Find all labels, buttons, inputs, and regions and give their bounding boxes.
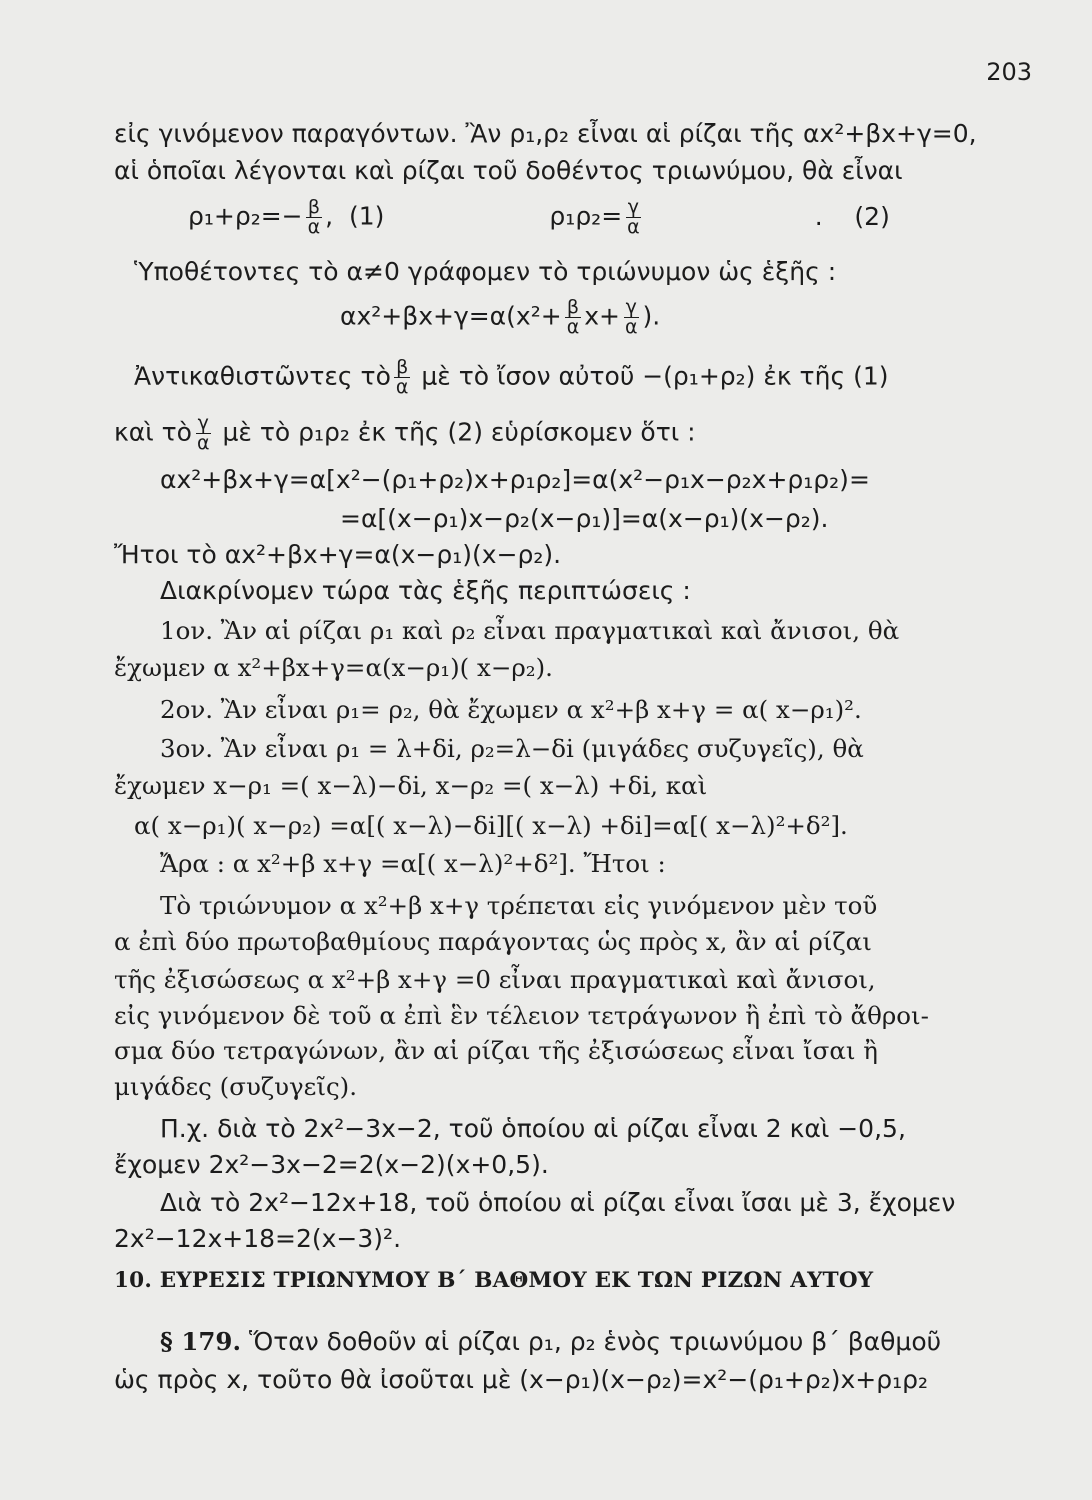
eq2-part-a: αx²+βx+γ=α(x²+ (340, 301, 562, 331)
line4-part-b: μὲ τὸ ἴσον αὐτοῦ −(ρ₁+ρ₂) ἐκ τῆς (1) (421, 361, 889, 391)
eq1-label-2: . (2) (814, 201, 890, 231)
equation-1 (188, 198, 890, 237)
case-2-line: 2ον. Ἂν εἶναι ρ₁= ρ₂, θὰ ἔχωμεν α x²+β x+γ = α( x−ρ₁)². (160, 695, 862, 724)
paragraph-179-label: § 179. (160, 1327, 242, 1356)
equation-4: =α[(x−ρ₁)x−ρ₂(x−ρ₁)]=α(x−ρ₁)(x−ρ₂). (340, 504, 829, 533)
line5-part-a: καὶ τὸ (114, 417, 192, 447)
summary-line-3: τῆς ἐξισώσεως α x²+β x+γ =0 εἶναι πραγματικαὶ καὶ ἄνισοι, (114, 965, 876, 994)
example-1-line-b: ἔχομεν 2x²−3x−2=2(x−2)(x+0,5). (114, 1150, 549, 1179)
line4-part-a: Ἀντικαθιστῶντες τὸ (134, 361, 391, 391)
eq1-lhs: ρ₁+ρ₂=− (188, 201, 303, 231)
fraction-denominator: α (627, 216, 640, 238)
eq2-part-b: x+ (584, 301, 620, 331)
fraction-numerator: γ (625, 296, 637, 318)
eq1-rhs: ρ₁ρ₂= (549, 201, 623, 231)
fraction-numerator: β (566, 296, 580, 318)
summary-line-5: σμα δύο τετραγώνων, ἂν αἱ ρίζαι τῆς ἐξισώσεως εἶναι ἴσαι ἢ (114, 1036, 878, 1065)
line4-fraction-beta-alpha (394, 358, 411, 397)
eq1-fraction-gamma-alpha (625, 198, 642, 237)
text-line-3: Ὑποθέτοντες τὸ α≠0 γράφομεν τὸ τριώνυμον ὡς ἑξῆς : (134, 257, 837, 286)
fraction-denominator: α (307, 216, 321, 238)
paragraph-179-line-b: ὡς πρὸς x, τοῦτο θὰ ἰσοῦται μὲ (x−ρ₁)(x−ρ₂)=x²−(ρ₁+ρ₂)x+ρ₁ρ₂ (114, 1365, 929, 1394)
page-number: 203 (986, 58, 1032, 86)
case-1-line-a: 1ον. Ἂν αἱ ρίζαι ρ₁ καὶ ρ₂ εἶναι πραγματικαὶ καὶ ἄνισοι, θὰ (160, 616, 900, 645)
fraction-numerator: β (307, 196, 320, 218)
fraction-numerator: β (396, 356, 409, 378)
example-2-line-b: 2x²−12x+18=2(x−3)². (114, 1224, 402, 1253)
fraction-denominator: α (196, 432, 210, 454)
example-1-line-a: Π.χ. διὰ τὸ 2x²−3x−2, τοῦ ὁποίου αἱ ρίζαι εἶναι 2 καὶ −0,5, (160, 1114, 906, 1143)
eq2-fraction-beta-alpha (565, 298, 582, 337)
text-line-6: Ἤτοι τὸ αx²+βx+γ=α(x−ρ₁)(x−ρ₂). (114, 540, 562, 569)
eq1-label-1: , (1) (325, 201, 385, 231)
summary-line-6: μιγάδες (συζυγεῖς). (114, 1072, 358, 1101)
line5-part-b: μὲ τὸ ρ₁ρ₂ ἐκ τῆς (2) εὑρίσκομεν ὅτι : (222, 417, 696, 447)
fraction-numerator: γ (627, 196, 640, 218)
line5-fraction-gamma-alpha (195, 414, 212, 453)
equation-3: αx²+βx+γ=α[x²−(ρ₁+ρ₂)x+ρ₁ρ₂]=α(x²−ρ₁x−ρ₂x+ρ₁ρ₂)= (160, 465, 870, 494)
summary-line-2: α ἐπὶ δύο πρωτοβαθμίους παράγοντας ὡς πρὸς x, ἂν αἱ ρίζαι (114, 927, 872, 956)
summary-line-4: εἰς γινόμενον δὲ τοῦ α ἐπὶ ἓν τέλειον τετράγωνον ἢ ἐπὶ τὸ ἄθροι- (114, 1001, 929, 1030)
section-heading: 10. ΕΥΡΕΣΙΣ ΤΡΙΩΝΥΜΟΥ Β΄ ΒΑΘΜΟΥ ΕΚ ΤΩΝ ΡΙΖΩΝ ΑΥΤΟΥ (114, 1268, 874, 1293)
equation-2 (340, 298, 660, 337)
fraction-denominator: α (624, 316, 638, 338)
case-1-line-b: ἔχωμεν α x²+βx+γ=α(x−ρ₁)( x−ρ₂). (114, 653, 553, 682)
eq1-fraction-beta-alpha (306, 198, 323, 237)
case-3-line-a: 3ον. Ἂν εἶναι ρ₁ = λ+δi, ρ₂=λ−δi (μιγάδες συζυγεῖς), θὰ (160, 734, 864, 763)
case-3-line-c: α( x−ρ₁)( x−ρ₂) =α[( x−λ)−δi][( x−λ) +δi]=α[( x−λ)²+δ²]. (134, 811, 848, 840)
text-line-1: εἰς γινόμενον παραγόντων. Ἂν ρ₁,ρ₂ εἶναι αἱ ρίζαι τῆς αx²+βx+γ=0, (114, 119, 977, 148)
text-line-4 (134, 358, 889, 397)
paragraph-179-line-a (160, 1326, 941, 1358)
eq2-fraction-gamma-alpha (623, 298, 640, 337)
fraction-denominator: α (395, 376, 409, 398)
fraction-denominator: α (566, 316, 580, 338)
eq2-part-c: ). (642, 301, 661, 331)
text-line-5 (114, 414, 696, 453)
text-line-2: αἱ ὁποῖαι λέγονται καὶ ρίζαι τοῦ δοθέντος τριωνύμου, θὰ εἶναι (114, 156, 903, 185)
fraction-numerator: γ (197, 412, 209, 434)
example-2-line-a: Διὰ τὸ 2x²−12x+18, τοῦ ὁποίου αἱ ρίζαι εἶναι ἴσαι μὲ 3, ἔχομεν (160, 1188, 956, 1217)
case-3-line-d: Ἄρα : α x²+β x+γ =α[( x−λ)²+δ²]. Ἤτοι : (160, 849, 666, 878)
paragraph-179-text-a: Ὅταν δοθοῦν αἱ ρίζαι ρ₁, ρ₂ ἑνὸς τριωνύμου β΄ βαθμοῦ (248, 1327, 942, 1356)
case-3-line-b: ἔχωμεν x−ρ₁ =( x−λ)−δi, x−ρ₂ =( x−λ) +δi, καὶ (114, 771, 708, 800)
text-line-7: Διακρίνομεν τώρα τὰς ἑξῆς περιπτώσεις : (160, 576, 691, 605)
summary-line-1: Τὸ τριώνυμον α x²+β x+γ τρέπεται εἰς γινόμενον μὲν τοῦ (160, 891, 878, 920)
